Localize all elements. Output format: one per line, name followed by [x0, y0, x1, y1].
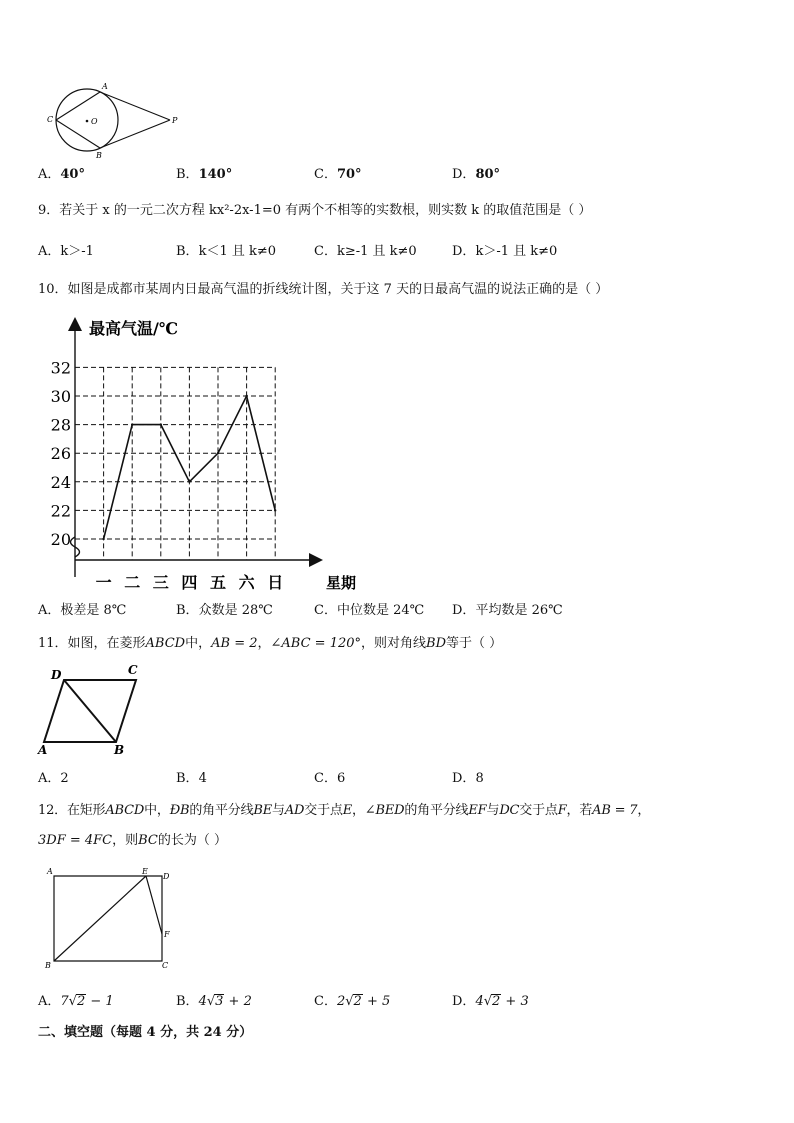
math-run: EF: [468, 803, 487, 818]
q10-option-a: [38, 603, 126, 619]
math-run: ABCD: [145, 636, 186, 651]
x-tick-label-6: 日: [267, 573, 284, 592]
math-run: ABCD: [105, 803, 145, 818]
option-tail: + 2: [224, 994, 252, 1009]
option-coef: 2: [336, 994, 346, 1009]
q12-segment-be: [54, 876, 146, 961]
text-run: 的长为（ ）: [157, 833, 228, 848]
math-run: ∠ABC = 120°: [270, 636, 362, 651]
q8-option-c: [314, 167, 362, 183]
q12-label-d: D: [163, 872, 170, 881]
text-run: ，: [351, 803, 365, 818]
q10-line-chart: [40, 312, 370, 594]
data-point-6: [274, 509, 276, 511]
q10-option-c: [314, 603, 424, 619]
option-key: A．: [38, 771, 61, 786]
option-key: A．: [38, 167, 61, 182]
q12-label-b: B: [45, 961, 51, 970]
q10-option-b: [176, 603, 273, 619]
option-key: D．: [452, 603, 476, 618]
option-text: 4: [198, 771, 207, 786]
chart-y-ticks: [51, 358, 71, 549]
option-text: 80°: [475, 167, 501, 182]
x-tick-label-3: 四: [181, 573, 198, 592]
q8-option-a: [38, 167, 85, 183]
text-run: 与: [486, 803, 500, 818]
q12-stem-line1: [38, 803, 650, 819]
option-coef: 4: [198, 994, 207, 1009]
option-text: k＞-1: [60, 244, 94, 259]
q10-stem: 10．如图是成都市某周内日最高气温的折线统计图，关于这 7 天的日最高气温的说法正确的是（ ）: [38, 282, 609, 297]
data-point-1: [131, 423, 133, 425]
option-key: B．: [176, 603, 199, 618]
text-run: 中，: [144, 803, 170, 818]
q11-option-c: [314, 771, 345, 787]
text-run: 交于点: [304, 803, 343, 818]
q9-option-d: [452, 244, 557, 260]
option-key: C．: [314, 167, 337, 182]
option-radicand: 2: [353, 994, 362, 1009]
math-run: DC: [499, 803, 520, 818]
q8-label-a: A: [102, 82, 108, 91]
option-text: 极差是 8℃: [60, 603, 127, 618]
chart-title: 最高气温/℃: [89, 319, 179, 338]
text-run: ，: [257, 636, 271, 651]
text-run: 的角平分线: [189, 803, 254, 818]
section-2-title: 二、填空题（每题 4 分，共 24 分）: [38, 1025, 253, 1040]
x-tick-label-5: 六: [238, 573, 255, 592]
math-run: BC: [138, 833, 158, 848]
q11-option-b: [176, 771, 207, 787]
q12-option-d: D．4√2 + 3: [452, 994, 529, 1009]
x-tick-label-4: 五: [209, 573, 227, 592]
option-tail: + 5: [362, 994, 391, 1009]
text-run: 12．在矩形: [38, 803, 106, 818]
text-run: 交于点: [519, 803, 558, 818]
option-text: 140°: [198, 167, 233, 182]
option-key: D．: [452, 244, 476, 259]
math-run: AD: [284, 803, 305, 818]
option-key: B．: [176, 244, 199, 259]
q8-label-b: B: [96, 151, 102, 160]
data-point-0: [102, 538, 104, 540]
y-tick-label-6: 32: [50, 358, 71, 378]
option-radicand: 3: [215, 994, 224, 1009]
math-run: AB = 2: [211, 636, 258, 651]
option-text: 8: [475, 771, 484, 786]
chart-x-ticks: [96, 573, 284, 592]
q8-label-p: P: [172, 116, 178, 125]
chart-x-label: 星期: [326, 574, 357, 592]
q8-tangent-pb: [100, 120, 170, 148]
math-run: AB = 7: [592, 803, 638, 818]
q8-tangent-pa: [100, 92, 170, 120]
option-key: C．: [314, 244, 337, 259]
option-tail: + 3: [501, 994, 529, 1009]
data-point-5: [245, 395, 247, 397]
q11-stem: [38, 636, 502, 652]
x-tick-label-2: 三: [152, 573, 169, 592]
math-run: ÐB: [169, 803, 190, 818]
q12-stem-line2: [38, 833, 227, 849]
x-tick-label-1: 二: [124, 573, 141, 592]
data-point-4: [217, 452, 219, 454]
q8-option-b: [176, 167, 232, 183]
q10-option-d: [452, 603, 563, 619]
y-tick-label-0: 20: [50, 530, 71, 549]
q9-stem: 9．若关于 x 的一元二次方程 kx²-2x-1=0 有两个不相等的实数根，则实数 k 的取值范围是（ ）: [38, 203, 592, 218]
text-run: 等于（ ）: [446, 636, 503, 651]
q12-rectangle: [54, 876, 162, 961]
q9-option-c: [314, 244, 417, 260]
text-run: 与: [272, 803, 285, 818]
option-coef: 4: [475, 994, 484, 1009]
option-tail: − 1: [86, 994, 114, 1009]
option-key: A．: [38, 244, 61, 259]
q12-label-a: A: [47, 867, 53, 876]
text-run: ，则对角线: [361, 636, 427, 651]
option-text: 6: [336, 771, 346, 786]
math-run: E: [342, 803, 352, 818]
math-run: F: [557, 803, 567, 818]
x-tick-label-0: 一: [95, 573, 112, 592]
q11-label-a: A: [38, 743, 48, 756]
option-text: 2: [60, 771, 69, 786]
q8-label-c: C: [47, 115, 54, 124]
option-text: 平均数是 26℃: [475, 603, 563, 618]
text-run: 的角平分线: [404, 803, 469, 818]
option-key: D．: [452, 771, 476, 786]
q8-chord-ca: [56, 92, 100, 120]
option-key: D．: [452, 167, 476, 182]
q12-rectangle-figure: [40, 864, 180, 974]
option-text: k＜1 且 k≠0: [198, 244, 277, 259]
option-key: B．: [176, 167, 199, 182]
q11-label-d: D: [51, 668, 62, 682]
q12-option-a: A．7√2 − 1: [38, 994, 114, 1009]
q11-label-c: C: [128, 663, 138, 677]
q8-figure: [40, 78, 190, 162]
y-tick-label-1: 22: [50, 501, 71, 521]
text-run: 11．如图，在菱形: [38, 636, 146, 651]
text-run: ，: [637, 803, 651, 818]
q8-label-o: O: [91, 117, 98, 126]
option-text: 中位数是 24℃: [336, 603, 425, 618]
option-text: 70°: [336, 167, 362, 182]
option-key: C．: [314, 771, 337, 786]
math-run: ∠BED: [364, 803, 405, 818]
text-run: ，若: [566, 803, 593, 818]
option-key: A．: [38, 994, 61, 1009]
data-point-3: [188, 481, 190, 483]
q11-rhombus-figure: [36, 662, 148, 756]
q9-option-a: [38, 244, 94, 260]
q8-option-d: [452, 167, 500, 183]
option-radicand: 2: [76, 994, 86, 1009]
data-point-2: [160, 423, 162, 425]
q12-label-e: E: [142, 867, 148, 876]
q12-segment-ef: [146, 876, 162, 934]
q11-option-a: [38, 771, 69, 787]
q11-diagonal-bd: [64, 680, 116, 742]
q11-label-b: B: [114, 743, 125, 756]
text-run: ，则: [112, 833, 139, 848]
option-radicand: 2: [492, 994, 501, 1009]
q12-label-c: C: [162, 961, 169, 970]
option-text: k＞-1 且 k≠0: [475, 244, 558, 259]
math-run: BD: [426, 636, 447, 651]
option-key: B．: [176, 771, 199, 786]
q8-center-dot: [86, 120, 89, 123]
option-coef: 7: [60, 994, 69, 1009]
q12-option-b: B．4√3 + 2: [176, 994, 252, 1009]
y-tick-label-3: 26: [50, 444, 71, 464]
option-key: C．: [314, 994, 337, 1009]
q12-label-f: F: [164, 930, 170, 939]
option-key: B．: [176, 994, 199, 1009]
text-run: 中，: [185, 636, 212, 651]
math-run: 3DF = 4FC: [38, 833, 113, 848]
q9-option-b: [176, 244, 276, 260]
y-tick-label-4: 28: [50, 415, 71, 435]
option-key: A．: [38, 603, 61, 618]
option-key: C．: [314, 603, 337, 618]
y-tick-label-2: 24: [50, 472, 71, 492]
option-text: k≥-1 且 k≠0: [336, 244, 417, 259]
option-key: D．: [452, 994, 476, 1009]
option-text: 众数是 28℃: [198, 603, 273, 618]
option-text: 40°: [60, 167, 85, 182]
math-run: BE: [253, 803, 273, 818]
q11-option-d: [452, 771, 484, 787]
q12-option-c: C．2√2 + 5: [314, 994, 391, 1009]
y-tick-label-5: 30: [50, 387, 71, 406]
